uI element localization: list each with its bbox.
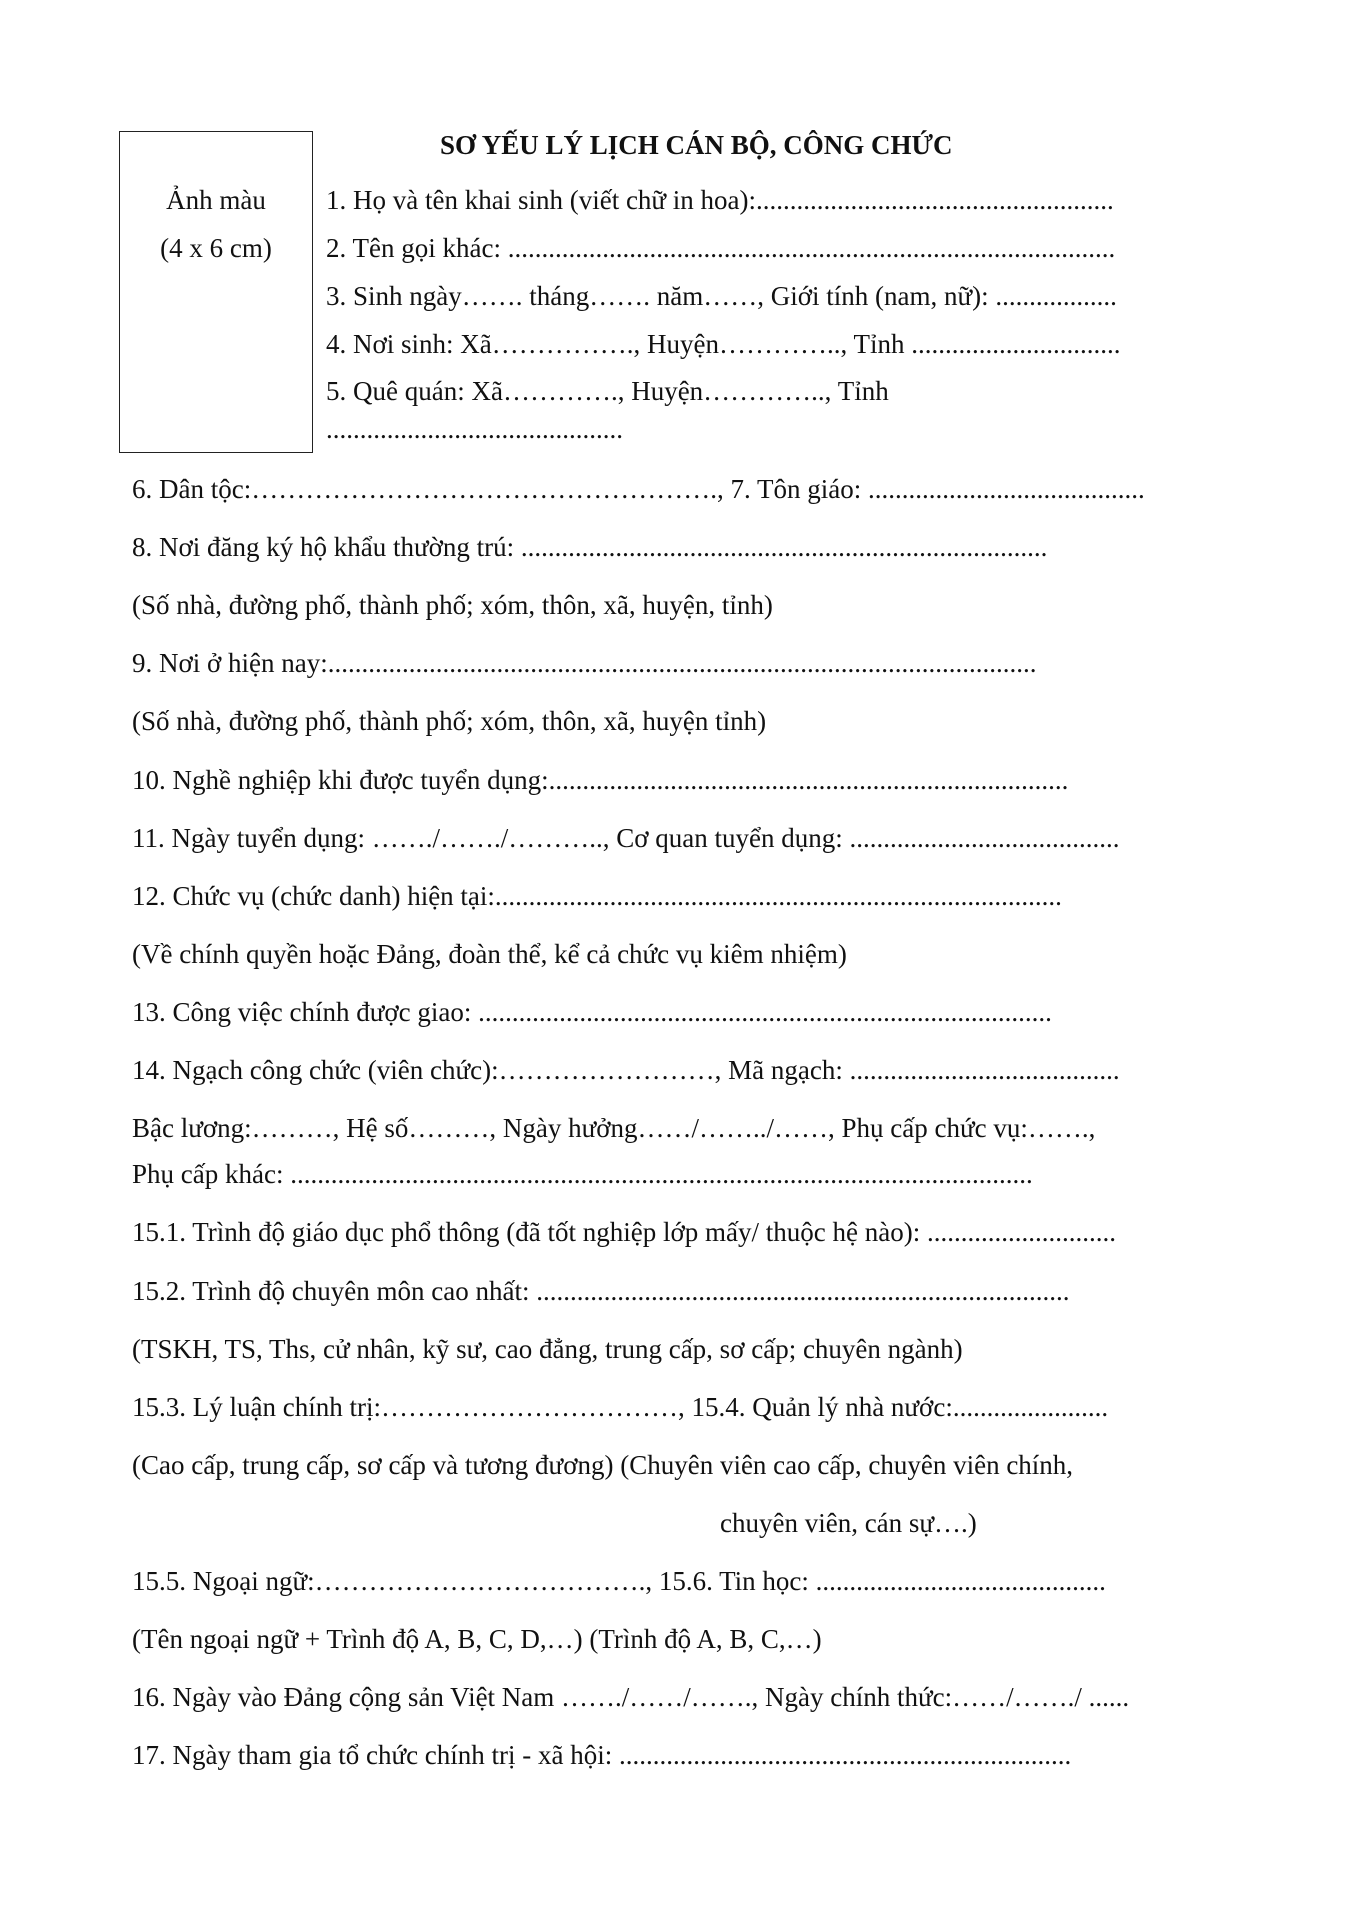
field-current-residence: 9. Nơi ở hiện nay:.........................................................................................................: [132, 648, 1037, 678]
field-birth-place: 4. Nơi sinh: Xã……………., Huyện………….., Tỉnh ...............................: [326, 329, 1121, 359]
field-recruitment-date-agency: 11. Ngày tuyển dụng: ……./……./……….., Cơ quan tuyển dụng: ........................................: [132, 823, 1120, 853]
field-other-allowance: Phụ cấp khác: ..............................................................................................................: [132, 1159, 1033, 1189]
note-current-residence-format: (Số nhà, đường phố, thành phố; xóm, thôn, xã, huyện tỉnh): [132, 706, 767, 736]
photo-size-label: (4 x 6 cm): [160, 233, 272, 263]
field-registered-residence: 8. Nơi đăng ký hộ khẩu thường trú: ..............................................................................: [132, 532, 1048, 562]
field-hometown-continued: ............................................: [326, 414, 623, 444]
note-qualification-types: (TSKH, TS, Ths, cử nhân, kỹ sư, cao đẳng, trung cấp, sơ cấp; chuyên ngành): [132, 1334, 963, 1364]
field-socio-political-org-date: 17. Ngày tham gia tổ chức chính trị - xã hội: ...................................................................: [132, 1740, 1072, 1770]
photo-label: Ảnh màu: [166, 185, 266, 215]
field-highest-qualification: 15.2. Trình độ chuyên môn cao nhất: ...............................................................................: [132, 1276, 1070, 1306]
field-full-name: 1. Họ và tên khai sinh (viết chữ in hoa):.....................................................: [326, 185, 1114, 215]
field-current-position: 12. Chức vụ (chức danh) hiện tại:....................................................................................: [132, 881, 1062, 911]
field-salary-details: Bậc lương:………, Hệ số………, Ngày hưởng……/……../……, Phụ cấp chức vụ:…….,: [132, 1113, 1096, 1143]
field-civil-servant-rank: 14. Ngạch công chức (viên chức):……………………, Mã ngạch: ........................................: [132, 1055, 1120, 1085]
field-general-education: 15.1. Trình độ giáo dục phổ thông (đã tốt nghiệp lớp mấy/ thuộc hệ nào): ............................: [132, 1217, 1116, 1247]
field-birth-date-gender: 3. Sinh ngày……. tháng……. năm……, Giới tính (nam, nữ): ..................: [326, 281, 1117, 311]
note-political-management-levels: (Cao cấp, trung cấp, sơ cấp và tương đương) (Chuyên viên cao cấp, chuyên viên chính,: [132, 1450, 1074, 1480]
field-main-duties: 13. Công việc chính được giao: .....................................................................................: [132, 997, 1052, 1027]
field-other-name: 2. Tên gọi khác: ..........................................................................................: [326, 233, 1116, 263]
field-political-theory-state-management: 15.3. Lý luận chính trị:……………………………, 15.4. Quản lý nhà nước:.......................: [132, 1392, 1109, 1422]
field-foreign-language-it: 15.5. Ngoại ngữ:………………………………., 15.6. Tin học: ...........................................: [132, 1566, 1106, 1596]
field-hometown: 5. Quê quán: Xã…………., Huyện………….., Tỉnh: [326, 376, 889, 406]
page-title: SƠ YẾU LÝ LỊCH CÁN BỘ, CÔNG CHỨC: [440, 130, 953, 160]
photo-placeholder-box: [119, 131, 313, 453]
note-residence-format: (Số nhà, đường phố, thành phố; xóm, thôn, xã, huyện, tỉnh): [132, 590, 773, 620]
note-position-scope: (Về chính quyền hoặc Đảng, đoàn thể, kể cả chức vụ kiêm nhiệm): [132, 939, 847, 969]
field-ethnicity-religion: 6. Dân tộc:……………………………………………., 7. Tôn giáo: .........................................: [132, 474, 1145, 504]
note-language-it-levels: (Tên ngoại ngữ + Trình độ A, B, C, D,…) (Trình độ A, B, C,…): [132, 1624, 822, 1654]
note-management-levels-continued: chuyên viên, cán sự….): [720, 1508, 977, 1538]
field-party-admission-dates: 16. Ngày vào Đảng cộng sản Việt Nam ……./……/……., Ngày chính thức:……/……./ ......: [132, 1682, 1130, 1712]
field-occupation-at-recruitment: 10. Nghề nghiệp khi được tuyển dụng:.............................................................................: [132, 765, 1069, 795]
